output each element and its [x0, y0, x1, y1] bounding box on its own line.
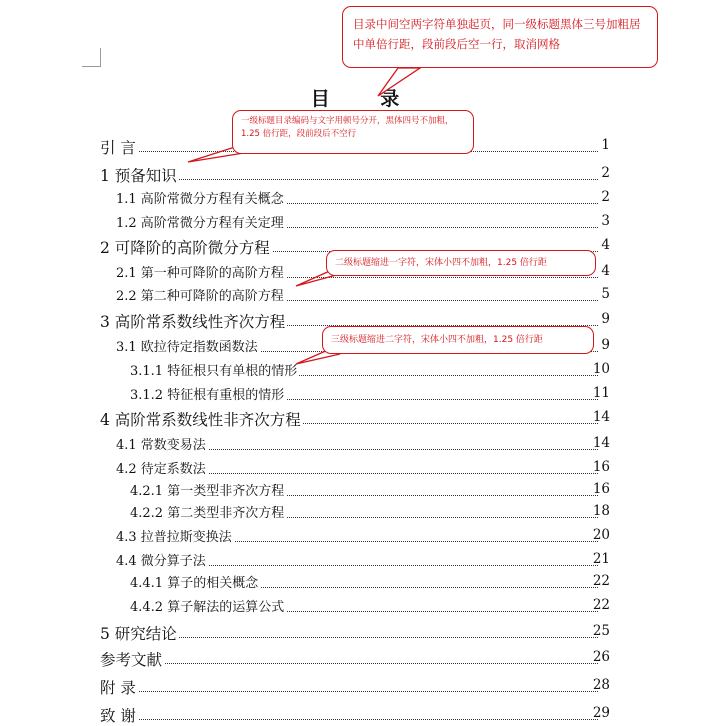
toc-entry-label: 4.4.1 算子的相关概念 — [130, 572, 260, 591]
toc-entry-label: 引 言 — [100, 136, 138, 158]
toc-entry-page: 4 — [601, 263, 610, 279]
toc-entry-page: 11 — [592, 385, 610, 401]
toc-entry-page: 2 — [601, 189, 610, 205]
toc-entry-label: 1 预备知识 — [100, 164, 179, 186]
level1-annotation-text: 一级标题目录编码与文字用顿号分开，黑体四号不加粗，1.25 倍行距，段前段后不空行 — [241, 116, 454, 139]
toc-entry-page: 3 — [601, 213, 610, 229]
toc-entry-page: 5 — [601, 286, 610, 302]
title-annotation — [342, 6, 658, 68]
toc-entry-label: 4.4 微分算子法 — [116, 550, 208, 569]
level2-annotation-text: 二级标题缩进一字符，宋体小四不加粗，1.25 倍行距 — [335, 258, 547, 268]
toc-entry-page: 18 — [592, 503, 610, 519]
toc-entry-label: 4.4.2 算子解法的运算公式 — [130, 596, 286, 615]
toc-entry-page: 9 — [601, 311, 610, 327]
toc-entry-label: 1.1 高阶常微分方程有关概念 — [116, 188, 286, 207]
toc-entry-label: 5 研究结论 — [100, 622, 179, 644]
toc-entry-page: 28 — [592, 677, 610, 693]
toc-entry-label: 4.2.2 第二类型非齐次方程 — [130, 502, 286, 521]
toc-entry-label: 3.1 欧拉待定指数函数法 — [116, 336, 260, 355]
toc-entry-page: 21 — [592, 551, 610, 567]
toc-entry-label: 参考文献 — [100, 648, 164, 670]
toc-entry-label: 附 录 — [100, 676, 138, 698]
toc-entry-page: 14 — [592, 409, 610, 425]
toc-entry-label: 4.1 常数变易法 — [116, 434, 208, 453]
toc-entry-page: 16 — [592, 459, 610, 475]
toc-entry-page: 22 — [592, 573, 610, 589]
toc-entry-label: 3 高阶常系数线性齐次方程 — [100, 310, 287, 332]
toc-entry-page: 25 — [592, 623, 610, 639]
toc-entry-page: 10 — [592, 361, 610, 377]
toc-entry-label: 致 谢 — [100, 704, 138, 726]
level3-annotation — [322, 326, 594, 354]
toc-entry-label: 4.2 待定系数法 — [116, 458, 208, 477]
toc-entry-page: 26 — [592, 649, 610, 665]
toc-entry-label: 4.2.1 第一类型非齐次方程 — [130, 480, 286, 499]
toc-entry-page: 9 — [601, 337, 610, 353]
toc-entry-label: 2.2 第二种可降阶的高阶方程 — [116, 285, 286, 304]
toc-entry-page: 16 — [592, 481, 610, 497]
toc-entry-page: 22 — [592, 597, 610, 613]
title-note-tail — [378, 68, 420, 96]
toc-entry-page: 2 — [601, 165, 610, 181]
toc-entry-page: 29 — [592, 705, 610, 721]
toc-entry-label: 4 高阶常系数线性非齐次方程 — [100, 408, 303, 430]
toc-entry-page: 1 — [601, 137, 610, 153]
toc-entry-page: 14 — [592, 435, 610, 451]
level2-annotation — [326, 250, 596, 276]
title-annotation-text: 目录中间空两字符单独起页，同一级标题黑体三号加粗居中单倍行距，段前段后空一行，取消网格 — [353, 17, 641, 51]
toc-entry-label: 2.1 第一种可降阶的高阶方程 — [116, 262, 286, 281]
level3-annotation-text: 三级标题缩进二字符，宋体小四不加粗，1.25 倍行距 — [331, 335, 543, 345]
toc-entry-label: 4.3 拉普拉斯变换法 — [116, 526, 234, 545]
toc-entry-page: 20 — [592, 527, 610, 543]
level1-annotation — [232, 110, 474, 154]
toc-entry-label: 1.2 高阶常微分方程有关定理 — [116, 212, 286, 231]
toc-entry-page: 4 — [601, 237, 610, 253]
toc-entry-label: 3.1.2 特征根有重根的情形 — [130, 384, 286, 403]
toc-entry-label: 2 可降阶的高阶微分方程 — [100, 236, 272, 258]
toc-title: 目 录 — [310, 88, 422, 110]
toc-entry-label: 3.1.1 特征根只有单根的情形 — [130, 360, 299, 379]
